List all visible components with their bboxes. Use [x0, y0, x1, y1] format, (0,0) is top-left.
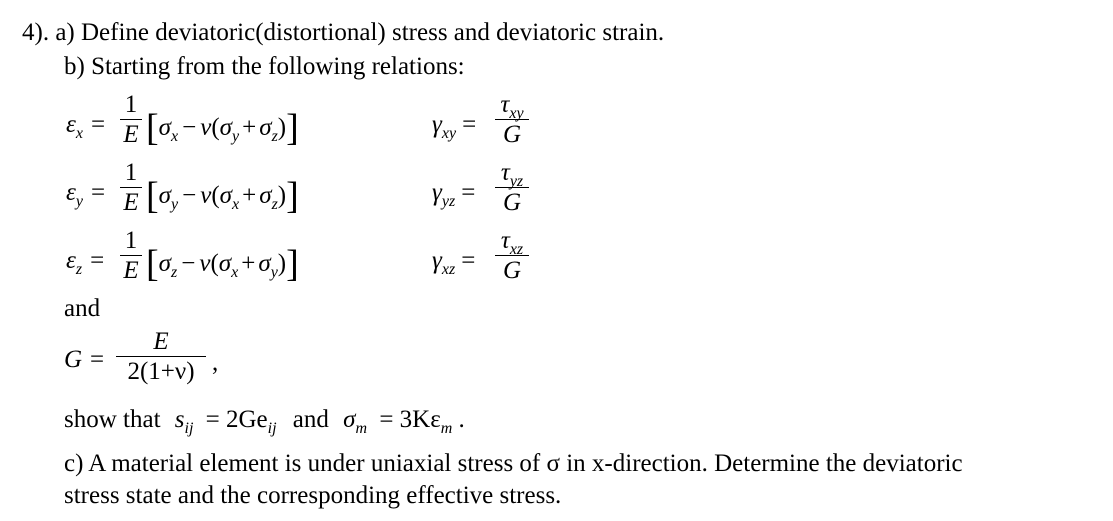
strain-fraction [120, 92, 142, 147]
s-rhs: = 2Ge [205, 406, 268, 433]
plus-sign: + [241, 250, 256, 277]
strain-lhs [66, 111, 106, 142]
sigma-b: σ [218, 250, 232, 277]
equals-sign: = [90, 247, 105, 274]
equals-sign: = [461, 247, 476, 274]
gamma-symbol: γ [432, 179, 442, 206]
g-comma: , [212, 349, 219, 376]
gamma-subscript: xy [441, 125, 457, 142]
tau-subscript: xz [509, 241, 524, 258]
sigma-c: σ [259, 114, 272, 141]
left-bracket: [ [146, 107, 159, 149]
fraction-denominator: G [502, 189, 522, 216]
strain-lhs [66, 179, 106, 210]
equals-sign: = [461, 179, 476, 206]
epsilon-subscript: x [75, 125, 83, 142]
gamma-symbol: γ [432, 247, 442, 274]
strain-bracket-expr [146, 104, 299, 149]
gamma-symbol: γ [432, 111, 442, 138]
g-lhs: G = [64, 346, 106, 373]
s-subscript: ij [184, 420, 194, 437]
right-bracket: ] [286, 175, 299, 217]
close-paren: ) [277, 114, 287, 141]
sigma-b-subscript: y [232, 128, 240, 145]
fraction-denominator: E [123, 189, 139, 216]
show-that-line [64, 406, 465, 437]
tau-symbol: τ [500, 227, 510, 254]
shear-lhs [432, 247, 476, 278]
sigma-b-subscript: x [231, 264, 239, 281]
nu-symbol: ν [200, 114, 212, 141]
question-b-line: b) Starting from the following relations: [64, 53, 465, 80]
epsilon-symbol: ε [66, 179, 76, 206]
period: . [452, 406, 465, 433]
sigma-m-symbol: σ [343, 406, 356, 433]
sigma-b: σ [219, 182, 232, 209]
sigma-a-subscript: y [171, 196, 179, 213]
epsilon-symbol: ε [66, 111, 76, 138]
g-symbol: G [64, 346, 83, 373]
fraction-numerator: 1 [124, 91, 138, 118]
open-paren: ( [211, 182, 220, 209]
fraction-denominator: G [502, 257, 522, 284]
sigma-b-subscript: x [232, 196, 240, 213]
tau-numerator [500, 227, 524, 258]
fraction-bar [120, 119, 142, 120]
fraction-denominator: E [123, 257, 139, 284]
left-bracket: [ [146, 243, 159, 285]
sigma-c: σ [258, 250, 271, 277]
eps-m-subscript: m [440, 420, 453, 437]
sigma-a-subscript: x [171, 128, 179, 145]
show-prefix: show that [64, 406, 161, 433]
sigma-c: σ [259, 182, 272, 209]
sigma-c-subscript: z [271, 196, 278, 213]
g-fraction [116, 329, 206, 384]
strain-fraction [120, 160, 142, 215]
fraction-bar [120, 255, 142, 256]
shear-lhs [432, 111, 477, 142]
plus-sign: + [242, 114, 257, 141]
sigma-m-subscript: m [355, 420, 368, 437]
tau-symbol: τ [500, 91, 510, 118]
fraction-bar [120, 187, 142, 188]
strain-lhs [66, 247, 105, 278]
epsilon-subscript: z [75, 261, 83, 278]
question-c-line-2: stress state and the corresponding effective stress. [64, 482, 562, 509]
open-paren: ( [210, 250, 219, 277]
epsilon-subscript: y [75, 193, 83, 210]
shear-fraction [495, 228, 529, 283]
gamma-subscript: xz [441, 261, 456, 278]
tau-subscript: yz [509, 173, 524, 190]
shear-fraction [495, 160, 529, 215]
minus-sign: − [182, 114, 197, 141]
sigma-c-subscript: y [270, 264, 278, 281]
open-paren: ( [211, 114, 220, 141]
equals-sign: = [462, 111, 477, 138]
sigma-a: σ [158, 250, 171, 277]
and-word: and [64, 295, 101, 322]
fraction-numerator: 1 [124, 227, 138, 254]
equals-sign: = [90, 179, 106, 206]
fraction-denominator: G [502, 121, 522, 148]
equals-sign: = [90, 111, 106, 138]
g-numerator: E [153, 328, 169, 355]
tau-symbol: τ [500, 159, 510, 186]
right-bracket: ] [286, 243, 299, 285]
minus-sign: − [182, 182, 197, 209]
strain-bracket-expr [146, 172, 299, 217]
tau-numerator [500, 159, 524, 190]
strain-bracket-expr [146, 240, 299, 285]
g-denominator: 2(1+ν) [127, 358, 195, 385]
sigma-b: σ [219, 114, 232, 141]
question-c-line-1: c) A material element is under uniaxial stress of σ in x-direction. Determine the deviatoric [64, 450, 963, 477]
fraction-denominator: E [123, 121, 139, 148]
close-paren: ) [277, 250, 287, 277]
gamma-subscript: yz [441, 193, 456, 210]
g-fraction-bar [116, 356, 206, 357]
fraction-numerator: 1 [124, 159, 138, 186]
e-subscript: ij [267, 420, 277, 437]
m-rhs: = 3Kε [379, 406, 441, 433]
plus-sign: + [242, 182, 257, 209]
question-a-line: 4). a) Define deviatoric(distortional) stress and deviatoric strain. [22, 19, 665, 46]
nu-symbol: ν [200, 182, 212, 209]
close-paren: ) [277, 182, 287, 209]
show-mid: and [292, 406, 329, 433]
minus-sign: − [181, 250, 196, 277]
tau-subscript: xy [509, 105, 524, 122]
sigma-c-subscript: z [271, 128, 278, 145]
nu-symbol: ν [199, 250, 211, 277]
tau-numerator [500, 91, 524, 122]
right-bracket: ] [286, 107, 299, 149]
shear-lhs [432, 179, 476, 210]
sigma-a-subscript: z [171, 264, 178, 281]
shear-fraction [495, 92, 529, 147]
sigma-a: σ [158, 182, 171, 209]
epsilon-symbol: ε [66, 247, 76, 274]
s-symbol: s [174, 406, 185, 433]
strain-fraction [120, 228, 142, 283]
left-bracket: [ [146, 175, 159, 217]
sigma-a: σ [158, 114, 171, 141]
